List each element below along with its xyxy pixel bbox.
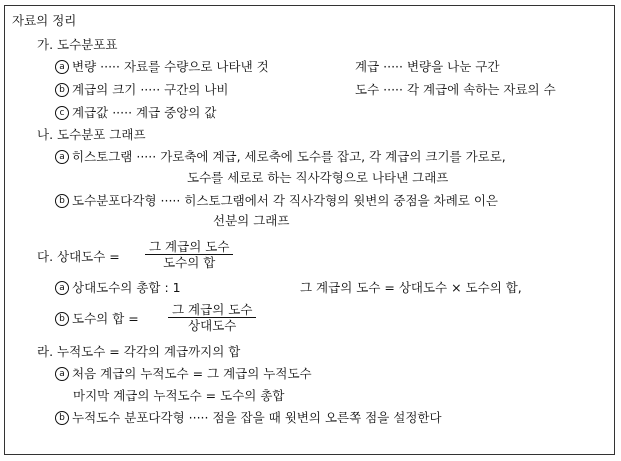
fraction-numerator: 그 계급의 도수 bbox=[172, 302, 253, 317]
item-first-cumulative bbox=[55, 366, 312, 382]
section-cumulative-frequency-heading: 라. 누적도수 = 각각의 계급까지의 합 bbox=[37, 344, 241, 359]
item-cumulative-polygon bbox=[55, 410, 442, 426]
fraction-denominator: 도수의 합 bbox=[163, 255, 216, 270]
section-frequency-graph-heading: 나. 도수분포 그래프 bbox=[37, 127, 146, 142]
circled-a-marker: a bbox=[55, 281, 69, 295]
item-class: 계급 ····· 변량을 나눈 구간 bbox=[355, 59, 500, 74]
item-relative-total-text: 상대도수의 총합 : 1 bbox=[72, 280, 181, 295]
fraction-numerator: 그 계급의 도수 bbox=[149, 239, 230, 254]
fraction-denominator: 상대도수 bbox=[188, 318, 237, 333]
item-histogram-text: 히스토그램 ····· 가로축에 계급, 세로축에 도수를 잡고, 각 계급의 크기를 가로로, bbox=[72, 149, 506, 164]
item-first-cumulative-text: 처음 계급의 누적도수 = 그 계급의 누적도수 bbox=[72, 366, 312, 381]
item-class-width bbox=[55, 82, 229, 98]
item-frequency-polygon-text: 도수분포다각형 ····· 히스토그램에서 각 직사각형의 윗변의 중점을 차례로 이은 bbox=[72, 193, 498, 208]
relative-frequency-fraction bbox=[145, 239, 233, 270]
circled-b-marker: b bbox=[55, 312, 69, 326]
circled-a-marker: a bbox=[55, 60, 69, 74]
item-variate bbox=[55, 59, 269, 75]
item-frequency-polygon bbox=[55, 193, 498, 209]
circled-a-marker: a bbox=[55, 150, 69, 164]
item-class-frequency-formula: 그 계급의 도수 = 상대도수 × 도수의 합, bbox=[300, 280, 522, 295]
circled-b-marker: b bbox=[55, 83, 69, 97]
circled-c-marker: c bbox=[55, 106, 69, 120]
item-histogram bbox=[55, 149, 506, 165]
item-class-mark-text: 계급값 ····· 계급 중앙의 값 bbox=[72, 105, 217, 120]
item-relative-total bbox=[55, 280, 181, 296]
item-class-width-text: 계급의 크기 ····· 구간의 나비 bbox=[72, 82, 229, 97]
section-relative-frequency-heading: 다. 상대도수 = bbox=[37, 249, 120, 264]
item-total-frequency bbox=[55, 311, 139, 327]
circled-a-marker: a bbox=[55, 367, 69, 381]
item-class-mark bbox=[55, 105, 216, 121]
item-cumulative-polygon-text: 누적도수 분포다각형 ····· 점을 잡을 때 윗변의 오른쪽 점을 설정한다 bbox=[72, 410, 442, 425]
document-title: 자료의 정리 bbox=[12, 13, 77, 28]
circled-b-marker: b bbox=[55, 411, 69, 425]
item-variate-text: 변량 ····· 자료를 수량으로 나타낸 것 bbox=[72, 59, 269, 74]
total-frequency-fraction bbox=[168, 302, 256, 333]
item-total-frequency-text: 도수의 합 = bbox=[72, 311, 139, 326]
section-frequency-table-heading: 가. 도수분포표 bbox=[37, 37, 118, 52]
item-frequency: 도수 ····· 각 계급에 속하는 자료의 수 bbox=[355, 82, 556, 97]
item-last-cumulative: 마지막 계급의 누적도수 = 도수의 총합 bbox=[73, 388, 285, 403]
circled-b-marker: b bbox=[55, 194, 69, 208]
item-frequency-polygon-continuation: 선분의 그래프 bbox=[213, 213, 290, 228]
item-histogram-continuation: 도수를 세로로 하는 직사각형으로 나타낸 그래프 bbox=[187, 170, 449, 185]
